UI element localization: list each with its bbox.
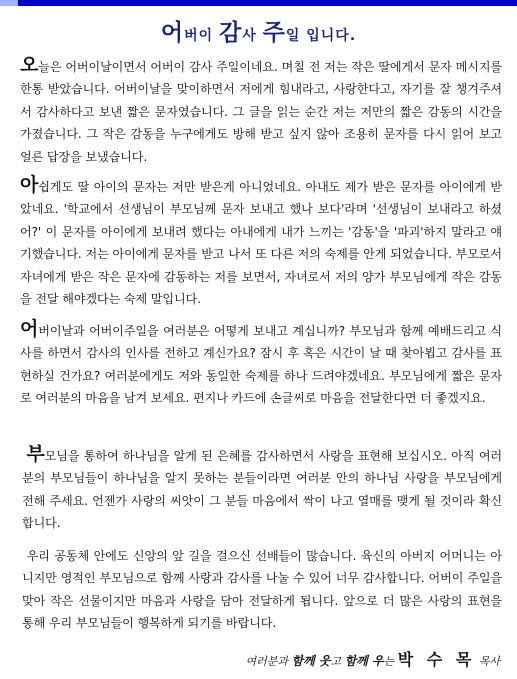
title-part: 버이 <box>184 28 219 44</box>
paragraph-5 <box>22 545 502 635</box>
signature-part: 여러분과 <box>245 655 292 668</box>
paragraph-4 <box>22 445 502 535</box>
title-part: 감 <box>219 20 243 46</box>
top-bar-light-segment <box>0 0 18 6</box>
signature-part: 함께 웃 <box>291 654 331 668</box>
paragraph-text: 우리 공동체 안에도 신앙의 앞 길을 걸으신 선배들이 많습니다. 육신의 아버지 어머니는 아니지만 영적인 부모님으로 함께 사랑과 감사를 나눌 수 있어 너무 감사합니다. 어버이 주일을 맞아 작은 선물이지만 마음과 사랑을 담아 전달하게 됩니다. 앞으로 더 많은 사랑의 표현을 통해 우리 부모님들이 행복하게 되기를 바랍니다. <box>22 549 502 631</box>
paragraph-3 <box>20 320 502 410</box>
top-color-bar <box>0 0 517 6</box>
signature-part: 함께 우 <box>344 654 384 668</box>
page-title <box>0 14 517 47</box>
author-name: 박 수 목 <box>397 650 476 669</box>
paragraph-text: 늘은 어버이날이면서 어버이 감사 주일이네요. 며칠 전 저는 작은 딸에게서 문자 메시지를 한통 받았습니다. 어버이날을 맞이하면서 저에게 힘내라고, 사랑한다고, 자기를 잘 챙겨주셔서 감사하다고 보낸 짧은 문자였습니다. 그 글을 읽는 순간 저는 저만의 짧은 감동의 시간을 가졌습니다. 그 작은 감동을 누구에게도 방해 받고 싶지 않아 조용히 문자를 다시 읽어 보고 얼른 답장을 보냈습니다. <box>20 60 502 164</box>
paragraph-1 <box>20 56 502 168</box>
top-bar-dark-segment <box>18 0 517 6</box>
paragraph-text: 모님을 통하여 하나님을 알게 된 은혜를 감사하면서 사랑을 표현해 보십시오. 아직 여러분의 부모님들이 하나님을 알지 못하는 분들이라면 여러분 안의 하나님 사랑을 부모님에게 전해 주세요. 언젠가 사랑의 씨앗이 그 분들 마음에서 싹이 나고 열매를 맺게 될 것이라 확신합니다. <box>22 449 502 531</box>
signature-part: 목사 <box>475 655 500 668</box>
title-part: 사 <box>242 28 263 44</box>
drop-cap: 어 <box>20 318 39 340</box>
drop-cap: 부 <box>26 443 45 465</box>
paragraph-text: 쉽게도 딸 아이의 문자는 저만 받은게 아니었네요. 아내도 제가 받은 문자를 아이에게 받았네요. '학교에서 선생님이 부모님께 문자 보내고 했나 보다'라며 '선생님이 보내라고 하셨어?' 이 문자를 아이에게 보내려 했다는 아내에게 내가 느끼는 '감동'을 '파괴'하지 말라고 얘기했습니다. 저는 아이에게 문자를 받고 나서 또 다른 저의 숙제를 안게 되었습니다. 부모로서 자녀에게 받은 작은 문자에 감동하는 저를 보면서, 자녀로서 저의 양가 부모님에게 작은 감동을 전달 해야겠다는 숙제 말입니다. <box>20 180 502 307</box>
drop-cap: 아 <box>20 174 39 196</box>
signature-part: 고 <box>330 655 345 668</box>
title-part: 어 <box>160 20 185 46</box>
title-part: 주 <box>262 20 286 46</box>
signature <box>246 647 500 670</box>
signature-part: 는 <box>383 655 398 668</box>
drop-cap: 오 <box>20 54 39 76</box>
paragraph-text: 버이날과 어버이주일을 여러분은 어떻게 보내고 계십니까? 부모님과 함께 예배드리고 식사를 하면서 감사의 인사를 전하고 계신가요? 잠시 후 혹은 시간이 날 때 찾아뵙고 감사를 표현하실 건가요? 여러분에게도 저와 동일한 숙제를 하나 드려야겠네요. 부모님에게 짧은 문자로 여러분의 마음을 남겨 보세요. 편지나 카드에 손글씨로 마음을 전달한다면 더 좋겠지요. <box>20 324 502 406</box>
paragraph-2 <box>20 176 502 310</box>
title-part: 일 입니다. <box>285 28 357 44</box>
